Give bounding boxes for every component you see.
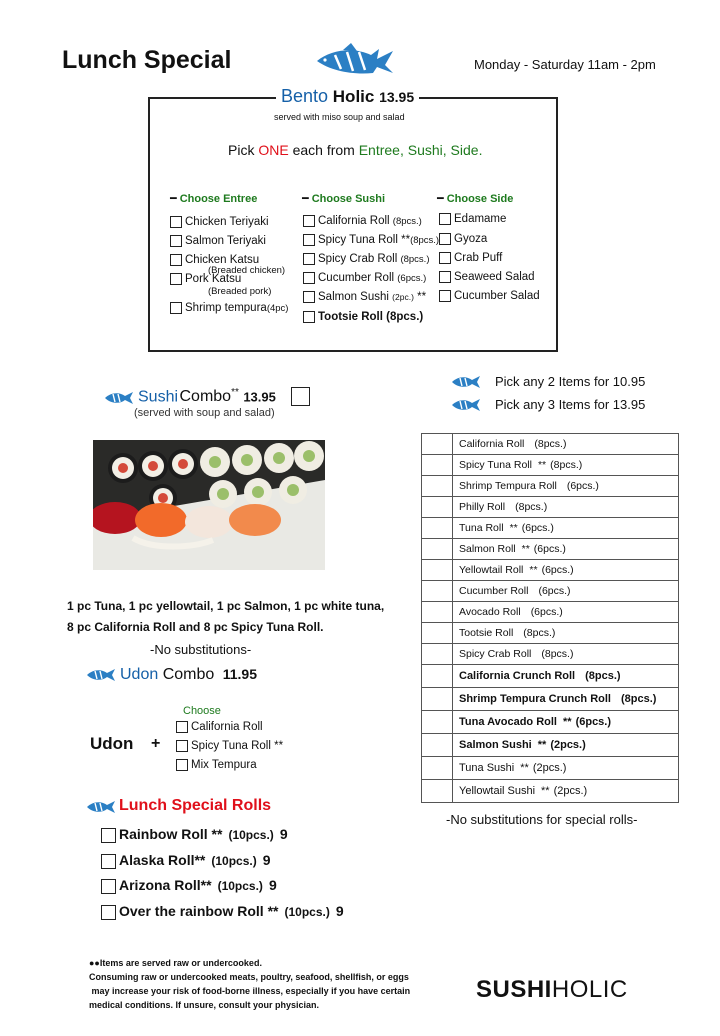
roll-table-row[interactable] [422,623,679,644]
sushi-combo-desc-2: 8 pc California Roll and 8 pc Spicy Tuna Roll. [67,620,324,634]
choose-entree-heading: ━ Choose Entree [170,193,258,205]
sushi-option[interactable]: Spicy Crab Roll (8pcs.) [303,253,430,265]
roll-name-cell [453,434,679,455]
roll-name-cell [453,623,679,644]
entree-note: (Breaded chicken) [208,265,286,276]
roll-name: Avocado Roll [459,606,521,618]
roll-name-cell [453,455,679,476]
udon-combo-rest: Combo [162,666,215,683]
entree-option[interactable]: Shrimp tempura(4pc) [170,302,288,314]
checkbox-icon[interactable] [439,233,451,245]
checkbox-icon[interactable] [176,740,188,752]
roll-checkbox-cell[interactable] [422,780,453,803]
roll-pcs: (8pcs.) [523,627,556,639]
sushi-combo-served: (served with soup and salad) [134,407,275,419]
roll-checkbox-cell[interactable] [422,734,453,757]
sushi-combo-photo [93,440,325,570]
roll-checkbox-cell[interactable] [422,711,453,734]
roll-checkbox-cell[interactable] [422,497,453,518]
special-rolls-note: -No substitutions for special rolls- [446,812,638,827]
roll-name: Salmon Sushi [459,739,532,751]
roll-checkbox-cell[interactable] [422,476,453,497]
roll-pcs: (8pcs.) [534,438,567,450]
roll-table-row[interactable] [422,476,679,497]
roll-name: Tuna Avocado Roll [459,716,557,728]
checkbox-icon[interactable] [439,290,451,302]
entree-note: (Breaded pork) [208,286,272,297]
entree-option[interactable]: Chicken Teriyaki [170,216,269,228]
roll-name: Tootsie Roll [459,627,514,639]
roll-table-row[interactable] [422,455,679,476]
roll-name: Tuna Sushi [459,762,515,774]
udon-combo-blue: Udon [120,666,159,683]
udon-option[interactable]: Spicy Tuna Roll ** [176,740,283,752]
roll-name-cell [453,602,679,623]
fish-icon [451,375,481,389]
entree-option[interactable]: Salmon Teriyaki [170,235,266,247]
bento-title [276,86,419,107]
checkbox-icon[interactable] [303,311,315,323]
roll-checkbox-cell[interactable] [422,665,453,688]
brand-bold: SUSHI [476,976,552,1003]
fish-icon [86,668,116,682]
roll-stars: ** [509,522,518,534]
roll-name: California Crunch Roll [459,670,576,682]
roll-checkbox-cell[interactable] [422,518,453,539]
special-rolls-title: Lunch Special Rolls [119,797,272,814]
roll-pcs: (6pcs.) [566,480,599,492]
side-option[interactable]: Cucumber Salad [439,290,540,302]
pick-text: Pick [228,142,255,158]
checkbox-icon[interactable] [303,234,315,246]
pick-one: ONE [258,142,289,158]
roll-checkbox-cell[interactable] [422,644,453,665]
roll-pcs: (6pcs.) [575,716,612,728]
roll-stars: ** [537,739,547,751]
checkbox-icon[interactable] [439,271,451,283]
checkbox-icon[interactable] [303,215,315,227]
sushi-combo-rest: Combo [179,388,232,406]
roll-stars: ** [520,762,529,774]
roll-name: Tuna Roll [459,522,504,534]
roll-name-cell [453,711,679,734]
udon-combo-price: 11.95 [222,666,257,682]
footer-disclaimer [89,956,410,1012]
roll-pcs: (6pcs.) [533,543,566,555]
roll-stars: ** [541,785,550,797]
checkbox-icon[interactable] [170,216,182,228]
roll-pcs: (8pcs.) [620,693,657,705]
roll-name-cell [453,780,679,803]
checkbox-icon[interactable] [176,759,188,771]
sushi-combo-no-sub: -No substitutions- [150,642,252,657]
fish-logo-icon [313,43,395,77]
roll-checkbox-cell[interactable] [422,623,453,644]
roll-table-row[interactable] [422,780,679,803]
roll-name-cell [453,688,679,711]
page-title: Lunch Special [62,46,232,74]
checkbox-icon[interactable] [101,828,116,843]
fish-icon [104,391,134,405]
roll-checkbox-cell[interactable] [422,560,453,581]
checkbox-icon[interactable] [101,905,116,920]
sushi-combo-stars: ** [231,387,239,398]
roll-stars: ** [529,564,538,576]
roll-stars: ** [563,716,572,728]
roll-table [421,433,679,803]
brand-light: HOLIC [551,976,628,1003]
checkbox-icon[interactable] [439,252,451,264]
choose-sushi-heading: ━ Choose Sushi [302,193,386,205]
pick-two-offer: Pick any 2 Items for 10.95 [495,374,646,389]
side-option[interactable]: Crab Puff [439,252,502,264]
sushi-option[interactable]: Tootsie Roll (8pcs.) [303,311,423,323]
roll-name-cell [453,539,679,560]
special-roll-item[interactable]: Over the rainbow Roll ** (10pcs.) 9 [101,903,344,920]
checkbox-icon[interactable] [176,721,188,733]
roll-checkbox-cell[interactable] [422,602,453,623]
roll-table-row[interactable] [422,688,679,711]
special-roll-item[interactable]: Rainbow Roll ** (10pcs.) 9 [101,826,288,843]
business-hours: Monday - Saturday 11am - 2pm [474,57,656,72]
roll-table-row[interactable] [422,602,679,623]
roll-name: Salmon Roll [459,543,516,555]
bento-title-blue: Bento [281,86,329,106]
roll-pcs: (8pcs.) [585,670,621,682]
roll-pcs: (6pcs.) [530,606,563,618]
roll-checkbox-cell[interactable] [422,581,453,602]
checkbox-icon[interactable] [303,253,315,265]
sushi-option[interactable]: Salmon Sushi (2pc.) ** [303,291,426,303]
roll-stars: ** [537,459,547,471]
roll-pcs: (6pcs.) [538,585,571,597]
roll-table-row[interactable] [422,711,679,734]
sushi-combo-price: 13.95 [243,389,276,405]
roll-pcs: (8pcs.) [550,459,583,471]
checkbox-icon[interactable] [170,273,182,285]
roll-name-cell [453,581,679,602]
fish-icon [451,398,481,412]
roll-pcs: (2pcs.) [553,785,588,797]
roll-pcs: (8pcs.) [541,648,574,660]
sushi-option[interactable]: California Roll (8pcs.) [303,215,422,227]
roll-checkbox-cell[interactable] [422,455,453,476]
udon-combo-title [120,666,257,684]
disclaimer-line: medical conditions. If unsure, consult your physician. [89,1000,320,1010]
roll-table-row[interactable] [422,665,679,688]
sushi-combo-title [138,387,276,406]
roll-name-cell [453,757,679,780]
side-option[interactable]: Gyoza [439,233,487,245]
sushi-combo-checkbox[interactable] [291,387,310,406]
roll-name-cell [453,518,679,539]
pick-categories: Entree, Sushi, Side. [358,142,483,158]
roll-checkbox-cell[interactable] [422,539,453,560]
roll-table-row[interactable] [422,518,679,539]
udon-choose-label: Choose [183,705,221,717]
roll-stars: ** [521,543,530,555]
roll-table-row[interactable] [422,757,679,780]
checkbox-icon[interactable] [170,302,182,314]
roll-table-row[interactable] [422,539,679,560]
disclaimer-line: may increase your risk of food-borne illness, especially if you have certain [89,986,411,996]
roll-checkbox-cell[interactable] [422,434,453,455]
pick-each: each from [292,142,355,158]
roll-pcs: (6pcs.) [541,564,574,576]
roll-name: Cucumber Roll [459,585,529,597]
roll-table-row[interactable] [422,497,679,518]
roll-pcs: (8pcs.) [515,501,548,513]
fish-icon [86,800,116,814]
roll-name: Spicy Tuna Roll [459,459,532,471]
udon-option[interactable]: Mix Tempura [176,759,257,771]
roll-name-cell [453,644,679,665]
side-option[interactable]: Edamame [439,213,506,225]
roll-table-row[interactable] [422,560,679,581]
roll-name: Shrimp Tempura Roll [459,480,557,492]
disclaimer-line: Consuming raw or undercooked meats, poultry, seafood, shellfish, or eggs [89,972,409,982]
bento-price: 13.95 [379,89,415,105]
roll-pcs: (6pcs.) [521,522,554,534]
bento-served: served with miso soup and salad [274,112,405,122]
roll-name: Philly Roll [459,501,506,513]
sushi-combo-desc-1: 1 pc Tuna, 1 pc yellowtail, 1 pc Salmon, 1 pc white tuna, [67,599,385,613]
checkbox-icon[interactable] [101,854,116,869]
bento-title-rest: Holic [332,87,375,106]
checkbox-icon[interactable] [439,213,451,225]
roll-name-cell [453,497,679,518]
roll-pcs: (2pcs.) [532,762,567,774]
sushi-combo-blue: Sushi [138,388,179,406]
roll-name: Spicy Crab Roll [459,648,532,660]
side-option[interactable]: Seaweed Salad [439,271,535,283]
checkbox-icon[interactable] [101,879,116,894]
udon-option[interactable]: California Roll [176,721,263,733]
entree-option[interactable]: Pork Katsu [170,273,241,285]
roll-table-row[interactable] [422,434,679,455]
brand-logo [476,976,628,1004]
pick-three-offer: Pick any 3 Items for 13.95 [495,397,646,412]
checkbox-icon[interactable] [170,254,182,266]
roll-table-row[interactable] [422,734,679,757]
checkbox-icon[interactable] [170,235,182,247]
udon-plus: + [151,735,161,752]
udon-label: Udon [90,734,134,753]
disclaimer-line: ●●Items are served raw or undercooked. [89,958,262,968]
roll-name: Yellowtail Roll [459,564,524,576]
bento-pick-line [228,142,482,158]
roll-name: Yellowtail Sushi [459,785,536,797]
special-roll-item[interactable]: Alaska Roll** (10pcs.) 9 [101,852,271,869]
roll-checkbox-cell[interactable] [422,757,453,780]
checkbox-icon[interactable] [303,291,315,303]
checkbox-icon[interactable] [303,272,315,284]
roll-name: California Roll [459,438,525,450]
special-roll-item[interactable]: Arizona Roll** (10pcs.) 9 [101,877,277,894]
entree-option[interactable]: Chicken Katsu [170,254,259,266]
roll-checkbox-cell[interactable] [422,688,453,711]
roll-name-cell [453,476,679,497]
roll-name: Shrimp Tempura Crunch Roll [459,693,611,705]
sushi-option[interactable]: Spicy Tuna Roll **(8pcs.) [303,234,439,246]
roll-table-row[interactable] [422,581,679,602]
roll-name-cell [453,560,679,581]
roll-table-row[interactable] [422,644,679,665]
roll-pcs: (2pcs.) [550,739,586,751]
roll-name-cell [453,734,679,757]
sushi-option[interactable]: Cucumber Roll (6pcs.) [303,272,426,284]
roll-name-cell [453,665,679,688]
choose-side-heading: ━ Choose Side [437,193,514,205]
